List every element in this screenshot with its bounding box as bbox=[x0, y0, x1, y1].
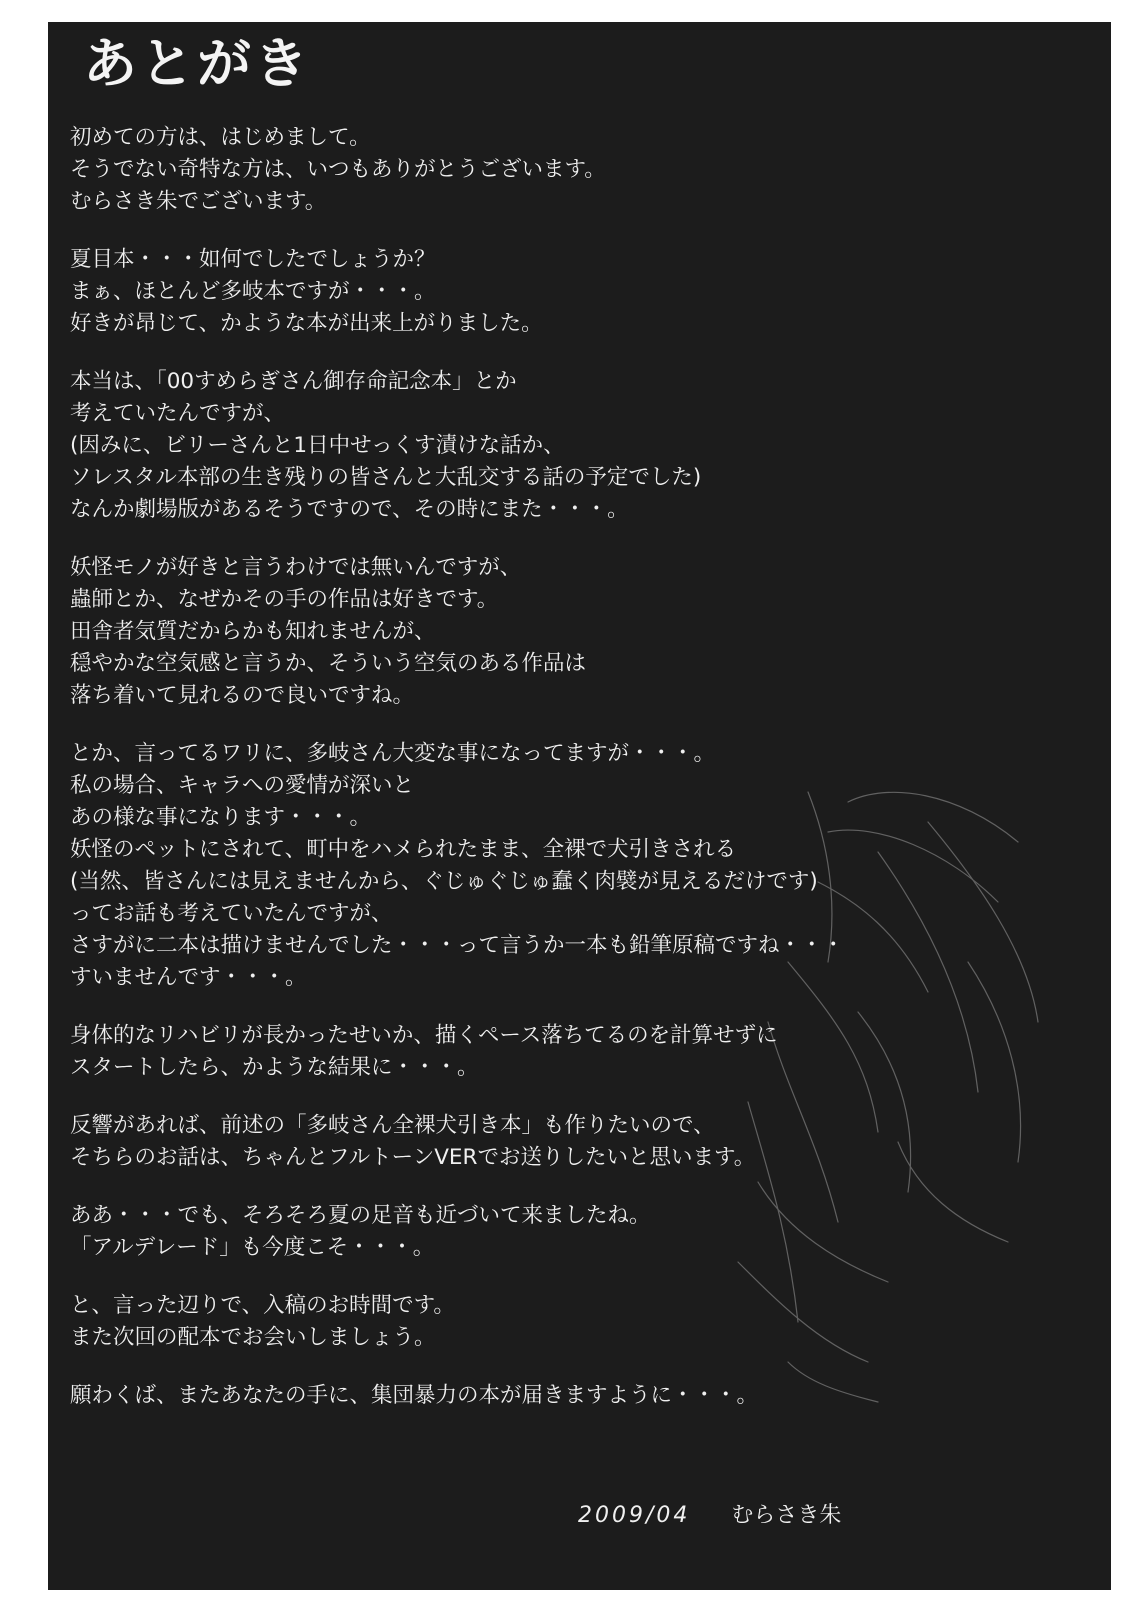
text-line: ああ・・・でも、そろそろ夏の足音も近づいて来ましたね。 bbox=[70, 1203, 651, 1228]
text-line: 蟲師とか、なぜかその手の作品は好きです。 bbox=[70, 587, 499, 612]
afterword-page bbox=[48, 22, 1111, 1590]
text-line: 身体的なリハビリが長かったせいか、描くペース落ちてるのを計算せずに bbox=[70, 1023, 778, 1048]
text-line: 穏やかな空気感と言うか、そういう空気のある作品は bbox=[70, 651, 587, 676]
text-line: すいませんです・・・。 bbox=[70, 965, 307, 990]
paragraph bbox=[70, 1380, 1100, 1412]
text-line: 落ち着いて見れるので良いですね。 bbox=[70, 683, 415, 708]
text-line: むらさき朱でございます。 bbox=[70, 189, 327, 214]
signature bbox=[578, 1498, 841, 1529]
text-line: (因みに、ビリーさんと1日中せっくす漬けな話か、 bbox=[70, 433, 565, 458]
text-line: 願わくば、またあなたの手に、集団暴力の本が届きますように・・・。 bbox=[70, 1383, 759, 1408]
text-line: スタートしたら、かような結果に・・・。 bbox=[70, 1055, 479, 1080]
paragraph bbox=[70, 552, 1100, 712]
text-line: まぁ、ほとんど多岐本ですが・・・。 bbox=[70, 279, 436, 304]
paragraph bbox=[70, 122, 1100, 218]
text-line: 考えていたんですが、 bbox=[70, 401, 286, 426]
text-line: 田舎者気質だからかも知れませんが、 bbox=[70, 619, 436, 644]
text-line: と、言った辺りで、入稿のお時間です。 bbox=[70, 1293, 455, 1318]
signature-date: 2009/04 bbox=[578, 1503, 691, 1528]
text-line: そうでない奇特な方は、いつもありがとうございます。 bbox=[70, 157, 606, 182]
signature-author: むらさき朱 bbox=[731, 1503, 842, 1528]
text-line: (当然、皆さんには見えませんから、ぐじゅぐじゅ蠢く肉襞が見えるだけです) bbox=[70, 869, 818, 894]
paragraph bbox=[70, 244, 1100, 340]
text-line: 妖怪モノが好きと言うわけでは無いんですが、 bbox=[70, 555, 522, 580]
page-title: あとがき bbox=[83, 32, 311, 95]
paragraph bbox=[70, 366, 1100, 526]
text-line: 初めての方は、はじめまして。 bbox=[70, 125, 371, 150]
text-line: 妖怪のペットにされて、町中をハメられたまま、全裸で犬引きされる bbox=[70, 837, 737, 862]
afterword-body bbox=[70, 122, 1100, 1438]
text-line: ソレスタル本部の生き残りの皆さんと大乱交する話の予定でした) bbox=[70, 465, 702, 490]
paragraph bbox=[70, 1110, 1100, 1174]
text-line: そちらのお話は、ちゃんとフルトーンVERでお送りしたいと思います。 bbox=[70, 1145, 756, 1170]
text-line: なんか劇場版があるそうですので、その時にまた・・・。 bbox=[70, 497, 629, 522]
paragraph bbox=[70, 1020, 1100, 1084]
text-line: 反響があれば、前述の「多岐さん全裸犬引き本」も作りたいので、 bbox=[70, 1113, 715, 1138]
text-line: 夏目本・・・如何でしたでしょうか？ bbox=[70, 247, 436, 272]
text-line: さすがに二本は描けませんでした・・・って言うか一本も鉛筆原稿ですね・・・ bbox=[70, 933, 845, 958]
text-line: ってお話も考えていたんですが、 bbox=[70, 901, 393, 926]
paragraph bbox=[70, 1290, 1100, 1354]
text-line: 本当は、「00すめらぎさん御存命記念本」とか bbox=[70, 369, 517, 394]
text-line: また次回の配本でお会いしましょう。 bbox=[70, 1325, 436, 1350]
paragraph bbox=[70, 738, 1100, 994]
paragraph bbox=[70, 1200, 1100, 1264]
text-line: 「アルデレード」も今度こそ・・・。 bbox=[70, 1235, 435, 1260]
text-line: とか、言ってるワリに、多岐さん大変な事になってますが・・・。 bbox=[70, 741, 716, 766]
text-line: 好きが昂じて、かような本が出来上がりました。 bbox=[70, 311, 543, 336]
text-line: 私の場合、キャラへの愛情が深いと bbox=[70, 773, 415, 798]
text-line: あの様な事になります・・・。 bbox=[70, 805, 372, 830]
